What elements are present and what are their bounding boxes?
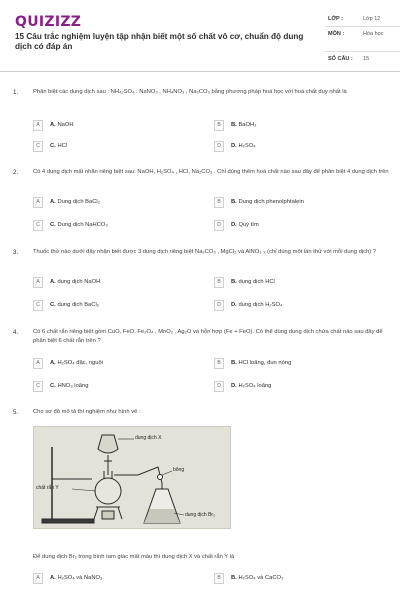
label-solution-x: dung dịch X — [135, 435, 162, 441]
burner — [102, 511, 114, 519]
option-letter-box: D — [214, 141, 224, 152]
question-3-text: Thuốc thử nào dưới đây nhận biết được 3 dung dịch riêng biệt Na₂CO₃ , MgCl₂ và AlNO₃ ₃ (chỉ dùng một lần thử với mỗi dung dịch) ? — [33, 249, 377, 255]
question-count-label: SỐ CÂU : — [328, 56, 353, 62]
meta-divider — [325, 26, 400, 27]
option-letter-box: A — [33, 277, 43, 288]
option-letter-box: D — [214, 300, 224, 311]
question-1-number: 1. — [13, 89, 19, 96]
subject-label: MÔN : — [328, 31, 345, 37]
option-letter-box: B — [214, 277, 224, 288]
option-letter-box: C — [33, 220, 43, 231]
quizizz-logo: QUIZIZZ — [15, 14, 82, 30]
grade-value: Lớp 12 — [363, 16, 381, 22]
worksheet-title: 15 Câu trắc nghiệm luyện tập nhận biết một số chất vô cơ, chuẩn độ dung dịch có đáp án — [15, 32, 304, 51]
option-letter-box: A — [33, 197, 43, 208]
dropping-funnel — [98, 435, 118, 453]
stand-base — [42, 519, 94, 523]
option-letter-box: A — [33, 573, 43, 584]
option-letter-box: D — [214, 381, 224, 392]
question-count-value: 15 — [363, 56, 370, 62]
option-letter-box: B — [214, 197, 224, 208]
option-letter-box: A — [33, 120, 43, 131]
option-letter-box: B — [214, 358, 224, 369]
label-solution-br2: dung dịch Br₂ — [185, 512, 216, 518]
round-bottom-flask — [95, 478, 121, 504]
option-letter-box: C — [33, 141, 43, 152]
question-5-followup-text: Để dung dịch Br₂ trong bình tam giác mất màu thì dung dịch X và chất rắn Y là — [33, 554, 235, 560]
option-letter-box: B — [214, 573, 224, 584]
option-letter-box: C — [33, 381, 43, 392]
option-letter-box: A — [33, 358, 43, 369]
worksheet-header — [0, 0, 400, 72]
question-5-number: 5. — [13, 409, 19, 416]
question-4-number: 4. — [13, 329, 19, 336]
label-cotton: bông — [173, 467, 185, 473]
option-letter-box: C — [33, 300, 43, 311]
option-letter-box: B — [214, 120, 224, 131]
label-solid-y: chất rắn Y — [36, 485, 59, 491]
experiment-diagram — [33, 426, 231, 529]
subject-value: Hóa học — [363, 31, 384, 37]
option-letter-box: D — [214, 220, 224, 231]
meta-divider — [325, 51, 400, 52]
grade-label: LỚP : — [328, 16, 343, 22]
question-2-text: Có 4 dung dịch mất nhãn riêng biệt sau: NaOH, H₂SO₄ , HCl, Na₂CO₃ . Chỉ dùng thêm hoá chất nào sau đây để phân biệt 4 dung dịch trên — [33, 169, 389, 175]
question-3-number: 3. — [13, 249, 19, 256]
cotton-plug — [158, 475, 163, 480]
question-1-text: Phân biệt các dung dịch sau : NH₄₂SO₄ . NaNO₃ , NH₄NO₃ , Na₂CO₃ bằng phương pháp hoá học với hoá chất duy nhất là — [33, 89, 347, 95]
question-5-text: Cho sơ đồ mô tả thí nghiệm như hình vẽ : — [33, 409, 141, 415]
question-4-text: Có 6 chất rắn riêng biệt gồm CuO, FeO, Fe₃O₄ , MnO₂ , Ag₂O và hỗn hợp (Fe + FeO). Có thể dùng dung dịch chứa chất nào sau đây để phân biệt 6 chất rắn trên ? — [33, 329, 383, 344]
question-2-number: 2. — [13, 169, 19, 176]
